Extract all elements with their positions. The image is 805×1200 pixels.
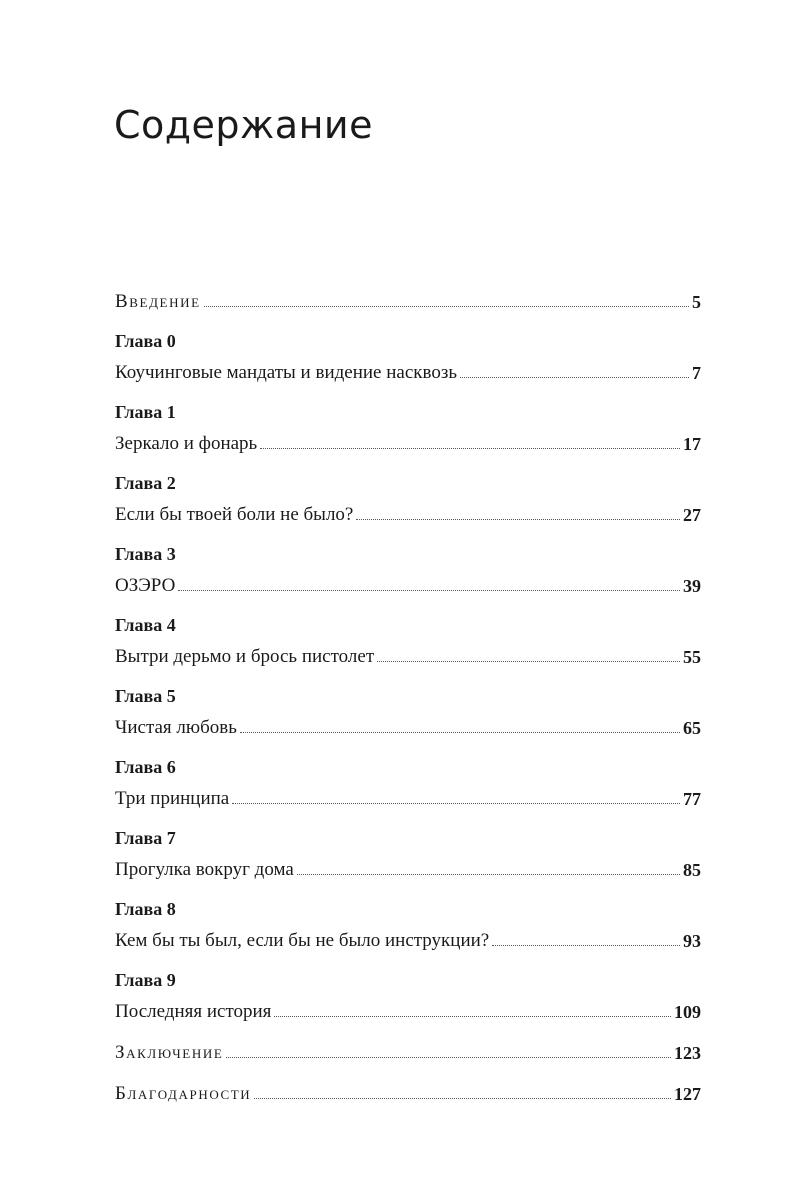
toc-page-number: 7 — [692, 363, 701, 383]
toc-page-number: 65 — [683, 718, 701, 738]
toc-page-number: 123 — [674, 1043, 701, 1063]
toc-entry-label: Три принципа — [115, 788, 230, 809]
spacer — [115, 1025, 701, 1035]
toc-page-number: 127 — [674, 1084, 701, 1104]
chapter-heading: Глава 4 — [115, 615, 176, 635]
toc-entry-chapter-8[interactable] — [115, 923, 701, 954]
dot-leader — [260, 448, 680, 449]
toc-entry-label: Кем бы ты был, если бы не было инструкции? — [115, 930, 490, 951]
chapter-heading: Глава 8 — [115, 899, 176, 919]
table-of-contents — [115, 284, 701, 1107]
dot-leader — [254, 1098, 671, 1099]
dot-leader — [274, 1016, 671, 1017]
toc-entry-label: Зеркало и фонарь — [115, 433, 258, 454]
dot-leader — [460, 377, 689, 378]
dot-leader — [204, 306, 689, 307]
toc-entry-label: Последняя история — [115, 1001, 272, 1022]
toc-page-number: 93 — [683, 931, 701, 951]
dot-leader — [492, 945, 680, 946]
toc-entry-chapter-2[interactable] — [115, 497, 701, 528]
dot-leader — [377, 661, 680, 662]
toc-entry-chapter-9[interactable] — [115, 994, 701, 1025]
chapter-heading: Глава 3 — [115, 544, 176, 564]
toc-entry-label: Введение — [115, 291, 201, 312]
toc-entry-intro[interactable] — [115, 284, 701, 315]
toc-page-number: 39 — [683, 576, 701, 596]
toc-entry-label: Прогулка вокруг дома — [115, 859, 294, 880]
dot-leader — [240, 732, 680, 733]
toc-entry-label: Чистая любовь — [115, 717, 237, 738]
chapter-heading: Глава 7 — [115, 828, 176, 848]
toc-page-number: 77 — [683, 789, 701, 809]
toc-entry-conclusion[interactable] — [115, 1035, 701, 1066]
chapter-heading: Глава 9 — [115, 970, 176, 990]
toc-page-number: 5 — [692, 292, 701, 312]
dot-leader — [232, 803, 680, 804]
toc-page-number: 85 — [683, 860, 701, 880]
toc-entry-chapter-6[interactable] — [115, 781, 701, 812]
toc-entry-label: Коучинговые мандаты и видение насквозь — [115, 362, 458, 383]
chapter-heading: Глава 1 — [115, 402, 176, 422]
toc-entry-chapter-4[interactable] — [115, 639, 701, 670]
page-title: Содержание — [114, 103, 373, 147]
toc-page-number: 17 — [683, 434, 701, 454]
toc-page-number: 55 — [683, 647, 701, 667]
toc-entry-label: Благодарности — [115, 1083, 252, 1104]
dot-leader — [356, 519, 680, 520]
toc-entry-acknowledgements[interactable] — [115, 1076, 701, 1107]
toc-page-number: 109 — [674, 1002, 701, 1022]
toc-entry-chapter-3[interactable] — [115, 568, 701, 599]
toc-entry-chapter-0[interactable] — [115, 355, 701, 386]
toc-entry-chapter-5[interactable] — [115, 710, 701, 741]
chapter-heading: Глава 5 — [115, 686, 176, 706]
dot-leader — [297, 874, 680, 875]
toc-entry-chapter-1[interactable] — [115, 426, 701, 457]
chapter-heading: Глава 0 — [115, 331, 176, 351]
toc-entry-label: Если бы твоей боли не было? — [115, 504, 354, 525]
chapter-heading: Глава 6 — [115, 757, 176, 777]
toc-entry-label: ОЗЭРО — [115, 575, 176, 596]
dot-leader — [178, 590, 680, 591]
spacer — [115, 1066, 701, 1076]
dot-leader — [226, 1057, 671, 1058]
toc-entry-label: Вытри дерьмо и брось пистолет — [115, 646, 375, 667]
toc-entry-label: Заключение — [115, 1042, 224, 1063]
chapter-heading: Глава 2 — [115, 473, 176, 493]
toc-entry-chapter-7[interactable] — [115, 852, 701, 883]
toc-page-number: 27 — [683, 505, 701, 525]
